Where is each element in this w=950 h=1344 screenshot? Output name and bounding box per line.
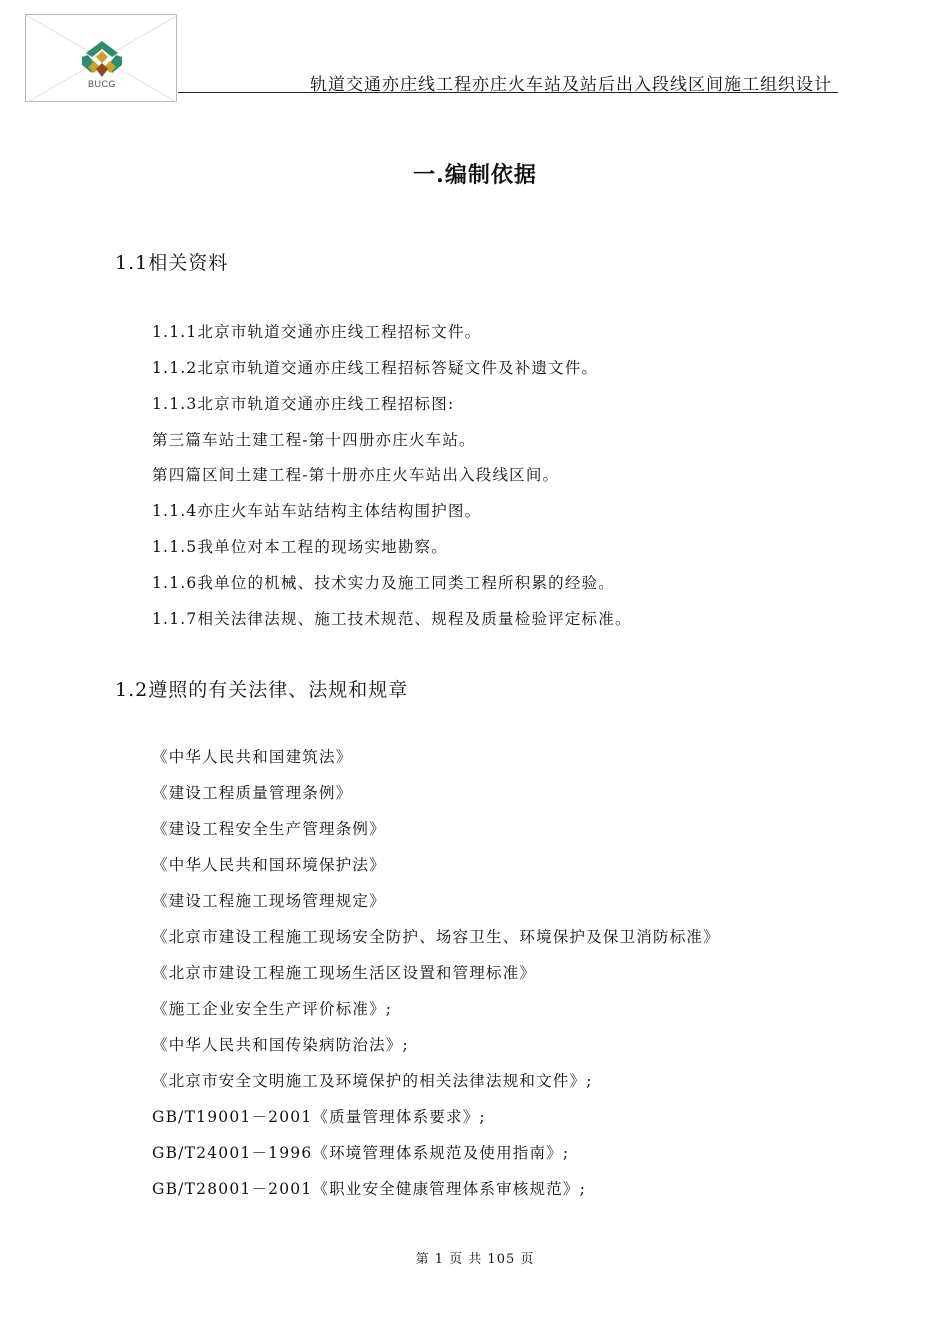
reference-item: 第三篇车站土建工程-第十四册亦庄火车站。	[152, 431, 476, 449]
reference-item: 1.1.3北京市轨道交通亦庄线工程招标图:	[152, 395, 455, 413]
regulation-item: 《中华人民共和国传染病防治法》;	[152, 1036, 409, 1054]
reference-item: 1.1.4亦庄火车站车站结构主体结构围护图。	[152, 502, 482, 520]
reference-item: 1.1.5我单位对本工程的现场实地勘察。	[152, 538, 448, 556]
header-divider	[178, 92, 838, 93]
logo-emblem-icon	[26, 15, 178, 103]
regulation-item: 《中华人民共和国建筑法》	[152, 748, 353, 766]
document-header-title: 轨道交通亦庄线工程亦庄火车站及站后出入段线区间施工组织设计	[310, 75, 832, 95]
section-heading-1-1: 1.1相关资料	[115, 252, 229, 274]
reference-item: 1.1.7相关法律法规、施工技术规范、规程及质量检验评定标准。	[152, 610, 632, 628]
regulation-item: GB/T28001－2001《职业安全健康管理体系审核规范》;	[152, 1180, 587, 1198]
regulation-item: 《中华人民共和国环境保护法》	[152, 856, 386, 874]
regulation-item: GB/T24001－1996《环境管理体系规范及使用指南》;	[152, 1144, 570, 1162]
logo-text: BUCG	[87, 79, 116, 89]
company-logo	[25, 14, 177, 102]
regulation-item: 《北京市建设工程施工现场安全防护、场容卫生、环境保护及保卫消防标准》	[152, 928, 720, 946]
regulation-item: 《北京市安全文明施工及环境保护的相关法律法规和文件》;	[152, 1072, 593, 1090]
reference-item: 1.1.6我单位的机械、技术实力及施工同类工程所积累的经验。	[152, 574, 615, 592]
reference-item: 1.1.2北京市轨道交通亦庄线工程招标答疑文件及补遗文件。	[152, 359, 599, 377]
regulation-item: GB/T19001－2001《质量管理体系要求》;	[152, 1108, 486, 1126]
regulation-item: 《施工企业安全生产评价标准》;	[152, 1000, 393, 1018]
regulation-item: 《建设工程施工现场管理规定》	[152, 892, 386, 910]
regulation-item: 《北京市建设工程施工现场生活区设置和管理标准》	[152, 964, 537, 982]
chapter-title: 一.编制依据	[413, 162, 537, 188]
page-number: 第 1 页 共 105 页	[415, 1252, 535, 1267]
regulation-item: 《建设工程安全生产管理条例》	[152, 820, 386, 838]
reference-item: 第四篇区间土建工程-第十册亦庄火车站出入段线区间。	[152, 466, 560, 484]
section-heading-1-2: 1.2遵照的有关法律、法规和规章	[115, 679, 409, 701]
regulation-item: 《建设工程质量管理条例》	[152, 784, 353, 802]
reference-item: 1.1.1北京市轨道交通亦庄线工程招标文件。	[152, 323, 482, 341]
